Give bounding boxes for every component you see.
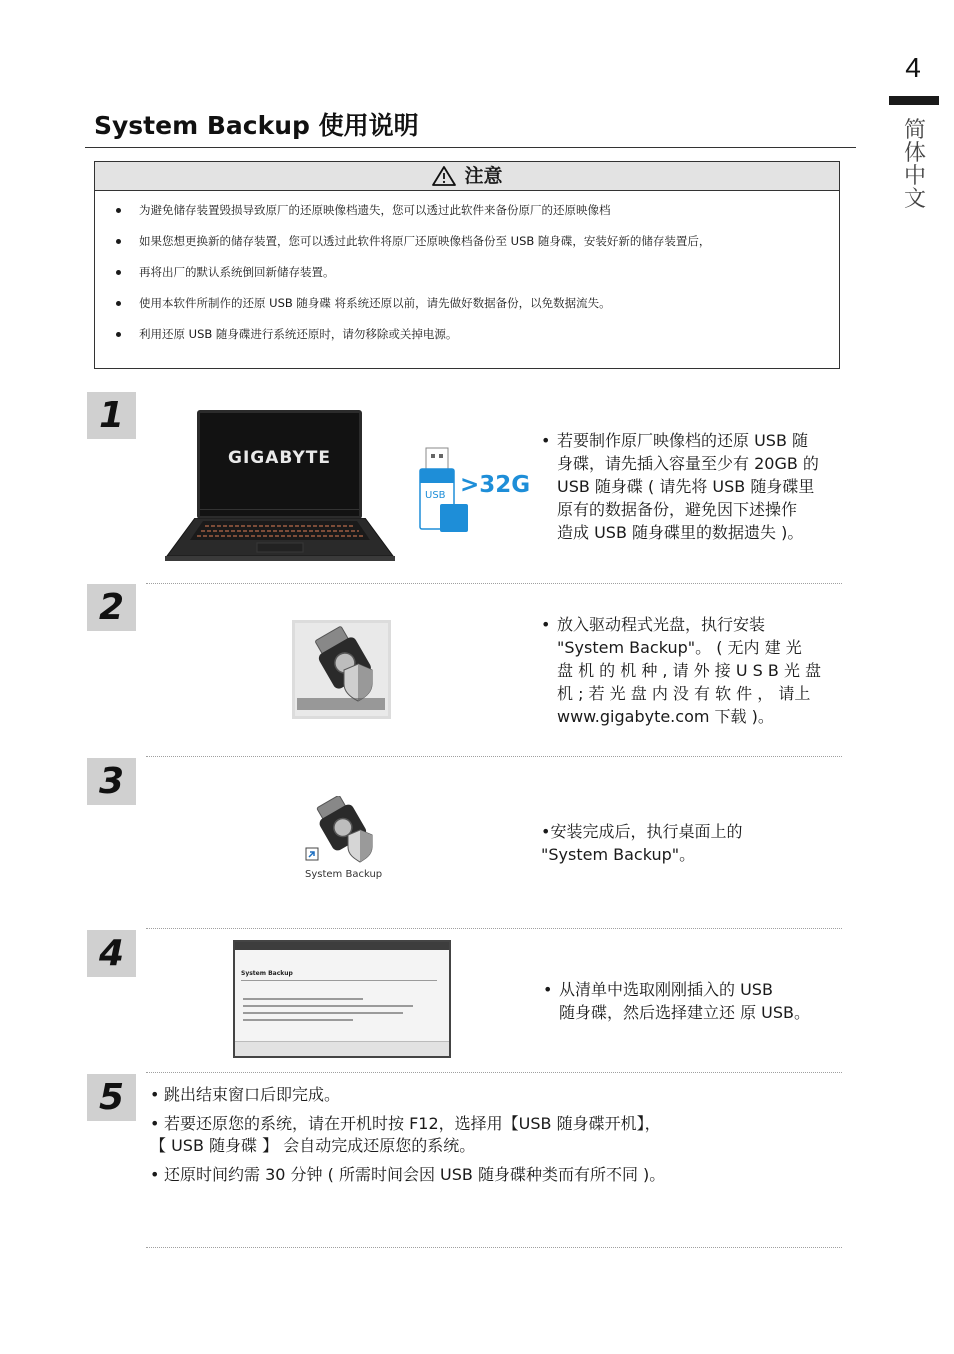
- step-2-line-text: "System Backup"。 ( 无内 建 光: [557, 638, 802, 657]
- side-language-char: 体: [903, 141, 926, 166]
- step-1-line-text: 若要制作原厂映像档的还原 USB 随: [557, 431, 809, 450]
- system-backup-desktop-icon[interactable]: [302, 796, 382, 868]
- step-5-line: 若要还原您的系统，请在开机时按 F12，选择用【USB 随身碟开机】，: [164, 1114, 661, 1133]
- step-4-text: [543, 978, 810, 1024]
- step-5-line: 【 USB 随身碟 】 会自动完成还原您的系统。: [150, 1136, 476, 1155]
- side-language-char: 简: [903, 118, 926, 143]
- usb-capacity-label: >32G: [460, 472, 531, 498]
- dialog-heading: System Backup: [241, 970, 293, 977]
- step-4-line: [543, 1001, 810, 1024]
- caution-item: 利用还原 USB 随身碟进行系统还原时，请勿移除或关掉电源。: [95, 326, 839, 357]
- step-5-item: [150, 1084, 665, 1106]
- desktop-icon-caption: System Backup: [305, 869, 383, 880]
- page-title: System Backup 使用说明: [94, 111, 419, 140]
- dialog-footer: [235, 1041, 449, 1056]
- step-5-item: [150, 1113, 665, 1157]
- step-2-line: [541, 682, 821, 705]
- bullet: •: [150, 1085, 160, 1104]
- step-badge-4: 4: [87, 930, 136, 977]
- step-separator: [146, 583, 842, 584]
- title-divider: [85, 147, 856, 148]
- step-badge-2: 2: [87, 584, 136, 631]
- bullet: •: [150, 1114, 160, 1133]
- step-3-line: "System Backup"。: [541, 845, 696, 864]
- step-2-line: [541, 705, 821, 728]
- step-badge-5: 5: [87, 1074, 136, 1121]
- side-language-label: [902, 119, 928, 211]
- dialog-text-line: [243, 998, 363, 1000]
- side-language-char: 中: [903, 164, 926, 189]
- dialog-text-line: [243, 1019, 353, 1021]
- page-number: 4: [905, 52, 921, 83]
- warning-icon: [431, 165, 457, 187]
- step-separator: [146, 756, 842, 757]
- step-2-line-text: 盘 机 的 机 种 , 请 外 接 U S B 光 盘: [557, 661, 822, 680]
- laptop-screen: [197, 410, 362, 519]
- dialog-text-line: [243, 1012, 403, 1014]
- step-1-line: [541, 475, 819, 498]
- step-4-line-text: 从清单中选取刚刚插入的 USB: [559, 980, 773, 999]
- caution-header: [95, 162, 839, 191]
- laptop-keyboard-image: [165, 518, 395, 561]
- step-1-line-text: 身碟，请先插入容量至少有 20GB 的: [557, 454, 819, 473]
- side-language-char: 文: [903, 187, 926, 212]
- usb-tag-label: USB: [425, 490, 446, 501]
- bullet: •: [541, 615, 551, 634]
- dialog-text-line: [243, 1005, 413, 1007]
- step-1-line-text: 原有的数据备份，避免因下述操作: [557, 500, 798, 519]
- caution-item: 使用本软件所制作的还原 USB 随身碟 将系统还原以前，请先做好数据备份，以免数据流失。: [95, 295, 839, 326]
- laptop-brand-logo: GIGABYTE: [228, 448, 331, 468]
- step-1-line: [541, 521, 819, 544]
- step-1-line-text: USB 随身碟 ( 请先将 USB 随身碟里: [557, 477, 815, 496]
- step-4-line: [543, 978, 810, 1001]
- side-tab-bar: [889, 96, 939, 105]
- step-badge-3: 3: [87, 758, 136, 805]
- step-2-text: [541, 613, 821, 728]
- caution-title: 注意: [464, 165, 503, 187]
- step-2-line-text: www.gigabyte.com 下载 )。: [557, 707, 774, 726]
- system-backup-installer-icon: [292, 620, 391, 719]
- step-separator: [146, 1247, 842, 1248]
- step-separator: [146, 928, 842, 929]
- step-1-line: [541, 452, 819, 475]
- caution-item: 为避免储存装置毁损导致原厂的还原映像档遗失，您可以透过此软件来备份原厂的还原映像档: [95, 202, 839, 233]
- step-2-line: [541, 613, 821, 636]
- step-3-line: •安装完成后，执行桌面上的: [541, 822, 743, 841]
- step-2-line: [541, 636, 821, 659]
- caution-list: [95, 202, 839, 357]
- caution-item: 再将出厂的默认系统倒回新储存装置。: [95, 264, 839, 295]
- step-badge-1: 1: [87, 392, 136, 439]
- bullet: •: [543, 980, 553, 999]
- step-1-line: [541, 429, 819, 452]
- dialog-title-bar: [235, 942, 449, 950]
- bullet: •: [150, 1165, 160, 1184]
- step-2-line-text: 机 ; 若 光 盘 内 没 有 软 件 ， 请上: [557, 684, 811, 703]
- step-1-text: [541, 429, 819, 544]
- step-5-text: [150, 1084, 665, 1193]
- step-1-line-text: 造成 USB 随身碟里的数据遗失 )。: [557, 523, 804, 542]
- bullet: •: [541, 431, 551, 450]
- dialog-divider: [241, 980, 437, 981]
- step-1-line: [541, 498, 819, 521]
- caution-item: 如果您想更换新的储存装置，您可以透过此软件将原厂还原映像档备份至 USB 随身碟，安装好新的储存装置后，: [95, 233, 839, 264]
- step-5-line: 还原时间约需 30 分钟 ( 所需时间会因 USB 随身碟种类而有所不同 )。: [164, 1165, 666, 1184]
- step-5-line: 跳出结束窗口后即完成。: [164, 1085, 341, 1104]
- step-4-line-text: 随身碟，然后选择建立还 原 USB。: [559, 1003, 811, 1022]
- step-separator: [146, 1072, 842, 1073]
- step-2-line: [541, 659, 821, 682]
- usb-selection-dialog-screenshot: [233, 940, 451, 1058]
- step-2-line-text: 放入驱动程式光盘，执行安装: [557, 615, 766, 634]
- step-3-text: [541, 820, 742, 866]
- caution-box: [94, 161, 840, 369]
- step-5-item: [150, 1164, 665, 1186]
